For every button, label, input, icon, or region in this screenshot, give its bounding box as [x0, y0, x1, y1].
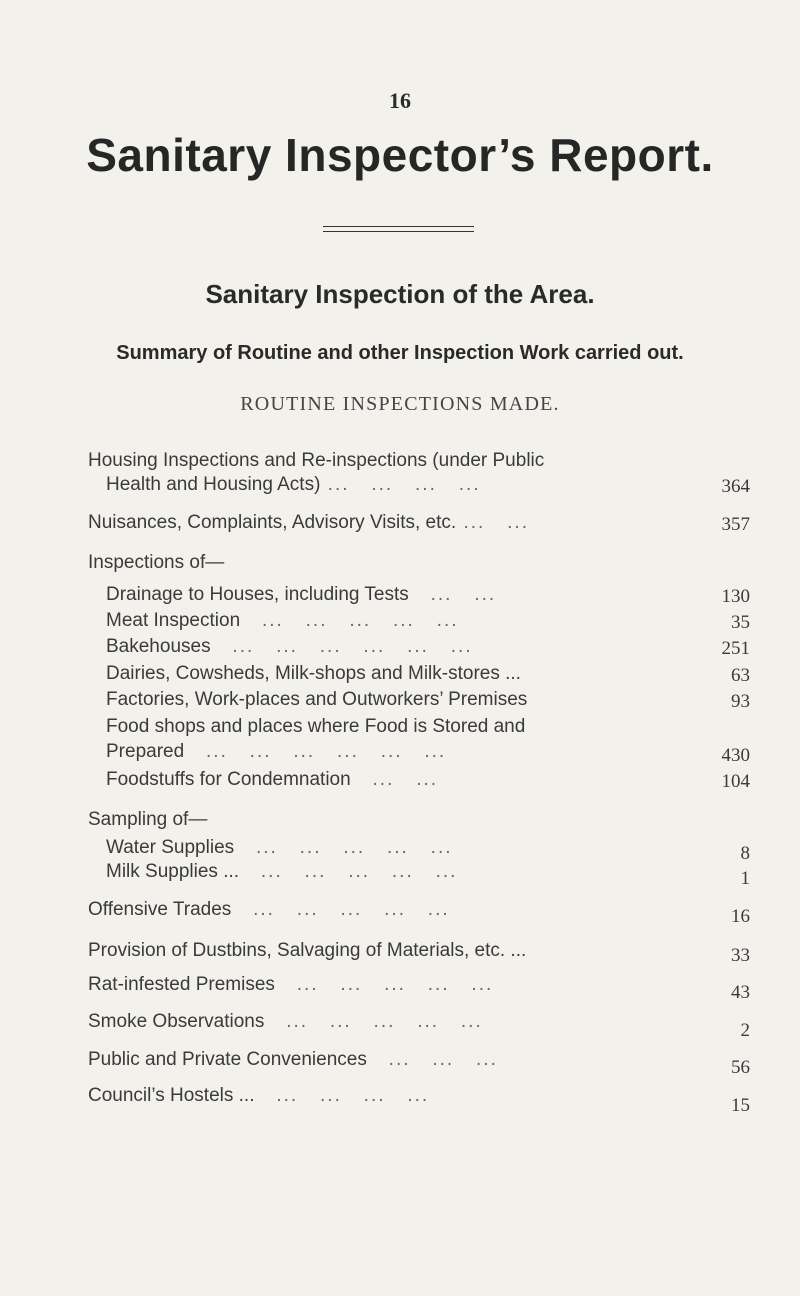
- page-number: 16: [389, 88, 411, 113]
- inspection-value-drainage: 130: [721, 586, 750, 607]
- housing-label-line2: Health and Housing Acts) ... ... ... ...: [106, 474, 481, 495]
- sampling-heading: Sampling of—: [88, 809, 208, 830]
- sampling-item-water: Water Supplies ... ... ... ... ...: [106, 837, 453, 858]
- sampling-item-milk: Milk Supplies ... ... ... ... ... ...: [106, 861, 458, 882]
- foodstuffs-label: Foodstuffs for Condemnation ... ...: [106, 769, 439, 790]
- value-conveniences: 56: [731, 1057, 750, 1078]
- inspections-heading: Inspections of—: [88, 552, 225, 573]
- value-councils-hostels: 15: [731, 1095, 750, 1116]
- page-title: Sanitary Inspector’s Report.: [86, 129, 714, 181]
- item-offensive-trades: Offensive Trades ... ... ... ... ...: [88, 899, 450, 920]
- inspection-item-drainage: Drainage to Houses, including Tests ... ...: [106, 584, 497, 605]
- item-conveniences: Public and Private Conveniences ... ... ...: [88, 1049, 498, 1070]
- inspection-item-dairies: Dairies, Cowsheds, Milk-shops and Milk-stores ...: [106, 663, 521, 684]
- section-title: Sanitary Inspection of the Area.: [205, 279, 595, 309]
- housing-value: 364: [721, 476, 750, 497]
- summary-heading: Summary of Routine and other Inspection Work carried out.: [116, 342, 684, 364]
- routine-heading: ROUTINE INSPECTIONS MADE.: [240, 393, 560, 415]
- value-rat-infested: 43: [731, 982, 750, 1003]
- food-shops-value: 430: [721, 745, 750, 766]
- item-councils-hostels: Council’s Hostels ... ... ... ... ...: [88, 1085, 430, 1106]
- sampling-value-water: 8: [740, 843, 750, 864]
- item-rat-infested: Rat-infested Premises ... ... ... ... ...: [88, 974, 494, 995]
- inspection-value-meat: 35: [731, 612, 750, 633]
- title-rule-lower: [323, 231, 474, 232]
- food-shops-label-line2: Prepared ... ... ... ... ... ...: [106, 741, 447, 762]
- value-offensive-trades: 16: [731, 906, 750, 927]
- food-shops-label-line1: Food shops and places where Food is Stored and: [106, 716, 526, 737]
- inspection-value-factories: 93: [731, 691, 750, 712]
- inspection-value-dairies: 63: [731, 665, 750, 686]
- sampling-value-milk: 1: [740, 868, 750, 889]
- inspection-value-bakehouses: 251: [721, 638, 750, 659]
- value-dustbins: 33: [731, 945, 750, 966]
- inspection-item-factories: Factories, Work-places and Outworkers’ Premises: [106, 689, 528, 710]
- nuisances-label: Nuisances, Complaints, Advisory Visits, etc. ... ...: [88, 512, 529, 533]
- inspection-item-meat: Meat Inspection ... ... ... ... ...: [106, 610, 459, 631]
- housing-label-line1: Housing Inspections and Re-inspections (under Public: [88, 450, 545, 471]
- inspection-item-bakehouses: Bakehouses ... ... ... ... ... ...: [106, 636, 473, 657]
- item-smoke-observations: Smoke Observations ... ... ... ... ...: [88, 1011, 483, 1032]
- item-dustbins: Provision of Dustbins, Salvaging of Materials, etc. ...: [88, 940, 527, 961]
- value-smoke-observations: 2: [740, 1020, 750, 1041]
- title-rule-upper: [323, 226, 474, 227]
- foodstuffs-value: 104: [721, 771, 750, 792]
- nuisances-value: 357: [721, 514, 750, 535]
